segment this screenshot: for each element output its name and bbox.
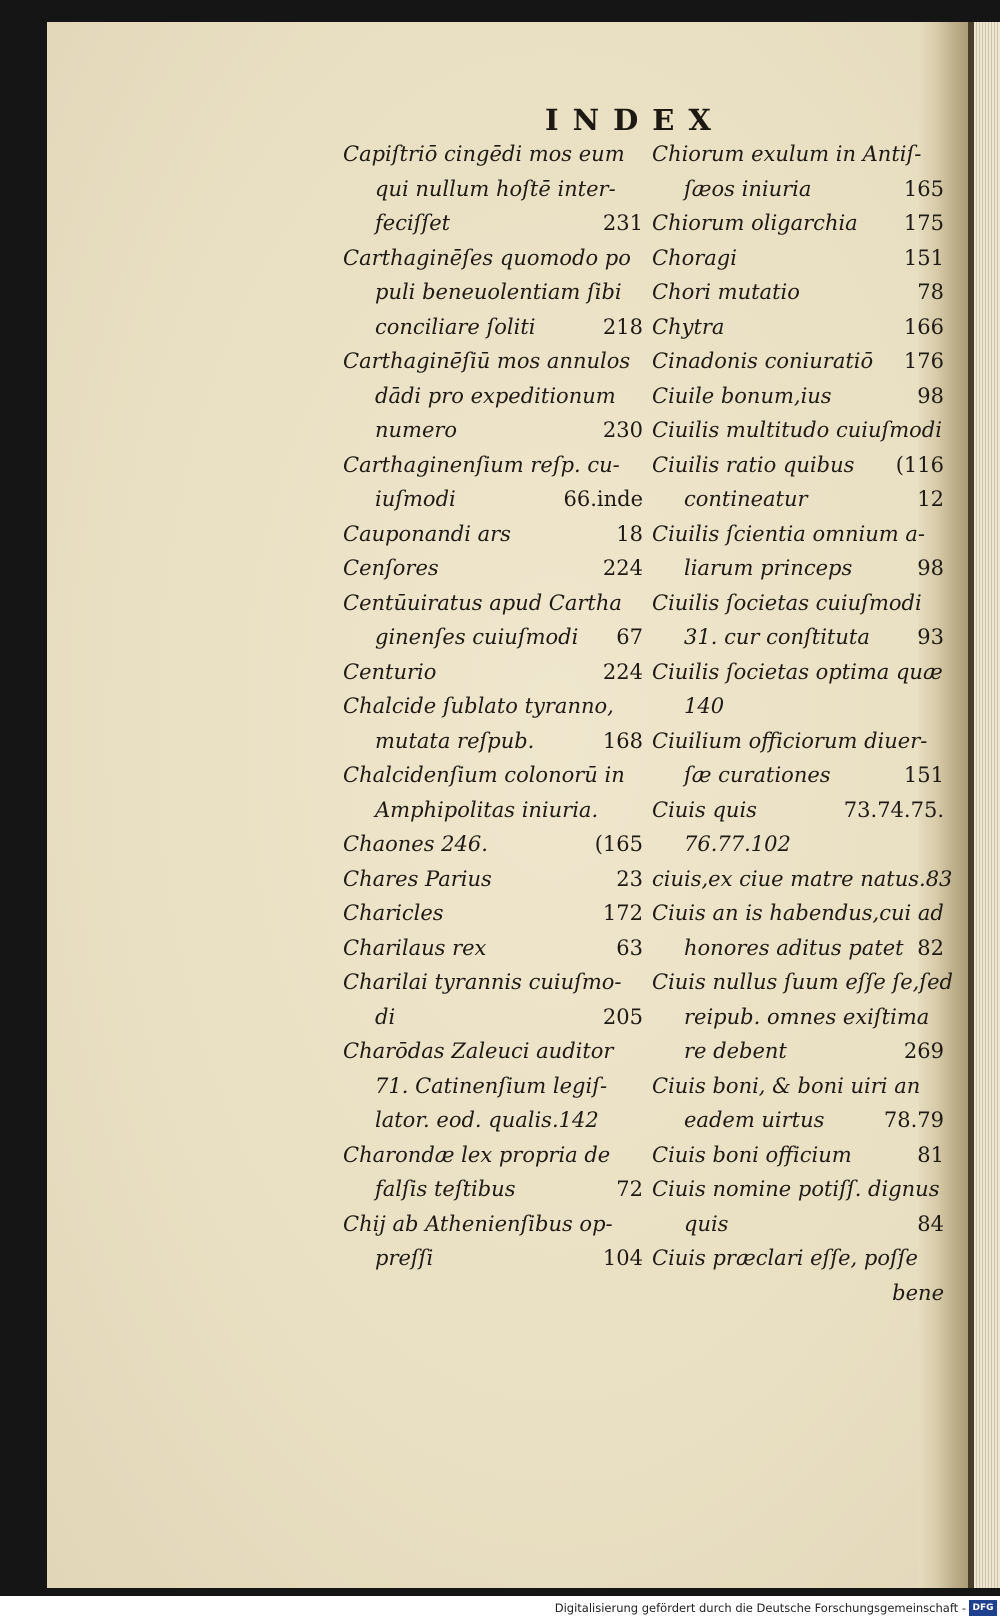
index-entry-text: Ciuilis ratio quibus [652,452,855,477]
index-entry-line [652,586,944,621]
index-entry-text: ciuis,ex ciue matre natus.83 [652,866,953,891]
index-entry-line [343,413,643,448]
index-entry-line [652,310,944,345]
index-entry-text: bene [892,1280,944,1305]
index-entry-line [343,965,643,1000]
index-entry-line [343,1241,643,1276]
index-entry-text: Ciuilis ſocietas optima quæ [652,659,943,684]
index-column-right [652,137,953,1310]
index-entry-line [343,655,643,690]
index-entry-text: ſæos iniuria [684,176,812,201]
index-entry-line [343,1069,643,1104]
index-entry-page-number: 165 [903,176,944,201]
index-entry-page-number: 84 [917,1211,944,1236]
index-entry-text: Chiorum exulum in Antiſ- [652,142,922,166]
index-entry-text: 31. cur conſtituta [684,625,870,649]
index-entry-line [343,275,643,310]
index-entry-page-number: 172 [602,901,643,925]
index-entry-line [343,793,643,828]
index-entry-line [652,275,944,310]
index-entry-line [343,758,643,793]
index-entry-text: liarum princeps [684,556,853,580]
index-entry-page-number: 224 [602,659,643,684]
index-entry-text: Cauponandi ars [343,521,511,546]
index-entry-text: puli beneuolentiam ſibi [375,280,622,304]
index-entry-page-number: 231 [602,211,643,235]
index-entry-line [343,689,643,724]
index-entry-page-number: 93 [917,625,944,649]
index-entry-line [343,1103,643,1138]
index-entry-text: Ciuilium officiorum diuer- [652,728,928,753]
index-entry-line [652,241,944,276]
index-entry-page-number: 82 [917,935,944,960]
index-entry-text: Charilaus rex [343,935,487,960]
footer-credit: Digitalisierung gefördert durch die Deutsche Forschungsgemeinschaft - [554,1601,966,1615]
index-entry-line [652,896,944,931]
index-entry-text: Charilai tyrannis cuiuſmo- [343,970,622,994]
index-entry-text: dādi pro expeditionum [375,383,616,408]
index-entry-text: Charōdas Zaleuci auditor [343,1039,614,1063]
index-entry-line [343,344,643,379]
index-entry-text: Centurio [343,659,437,684]
index-entry-text: Carthaginēſes quomodo po [343,245,631,270]
index-entry-line [652,931,944,966]
index-entry-page-number: 166 [903,314,944,339]
index-entry-line [343,1172,643,1207]
index-entry-line [343,517,643,552]
index-column-left [343,137,643,1276]
index-entry-line [343,620,643,655]
index-entry-text: Carthaginenſium reſp. cu- [343,452,620,477]
index-entry-line [343,1034,643,1069]
index-entry-text: eadem uirtus [684,1108,825,1132]
index-entry-line [343,1000,643,1035]
index-entry-page-number: 224 [602,556,643,580]
index-entry-line [343,137,643,172]
index-entry-line [652,448,944,483]
index-entry-text: Chytra [652,314,725,339]
index-entry-line [652,137,944,172]
index-entry-text: Chori mutatio [652,280,800,304]
index-entry-line [652,1241,944,1276]
index-entry-line [343,1207,643,1242]
index-entry-page-number: (165 [594,832,643,856]
index-entry-page-number: 78.79 [883,1108,944,1132]
index-entry-text: feciſſet [375,211,451,235]
index-entry-text: Chij ab Athenienſibus op- [343,1211,613,1236]
index-entry-page-number: 98 [917,383,944,408]
index-entry-text: Ciuis nomine potiſſ. dignus [652,1177,940,1201]
index-entry-text: Ciuilis ſcientia omnium a- [652,521,925,546]
index-entry-text: honores aditus patet [684,935,904,960]
index-entry-text: Centūuiratus apud Cartha [343,590,622,615]
index-entry-text: Chalcidenſium colonorū in [343,763,625,787]
index-entry-text: qui nullum hoſtē inter- [375,176,616,201]
index-entry-text: reipub. omnes exiſtima [684,1004,930,1029]
index-entry-text: re debent [684,1039,787,1063]
index-entry-line [652,1034,944,1069]
index-entry-line [652,620,944,655]
index-entry-page-number: 98 [917,556,944,580]
index-entry-text: Choragi [652,245,737,270]
page-stack-edges [974,22,1000,1588]
index-entry-line [652,1276,944,1311]
index-entry-line [343,724,643,759]
index-entry-line [652,206,944,241]
index-entry-text: Ciuis præclari eſſe, poſſe [652,1246,918,1270]
index-entry-page-number: 175 [903,211,944,235]
index-entry-text: contineatur [684,487,808,511]
index-entry-page-number: 269 [903,1039,944,1063]
index-entry-page-number: 168 [602,728,643,753]
index-entry-text: Chiorum oligarchia [652,211,858,235]
index-entry-line [652,655,944,690]
index-entry-text: quis [684,1211,729,1236]
index-entry-line [652,862,953,897]
index-entry-text: Ciuis quis [652,797,757,822]
index-entry-text: 71. Catinenſium legiſ- [375,1073,608,1098]
index-entry-page-number: (116 [895,452,944,477]
index-entry-page-number: 218 [602,314,643,339]
index-entry-line [343,172,643,207]
index-entry-page-number: 63 [616,935,643,960]
index-entry-page-number: 176 [903,349,944,373]
index-entry-line [343,827,643,862]
index-entry-page-number: 67 [616,625,643,649]
index-entry-text: Cinadonis coniuratiō [652,349,874,373]
index-entry-line [343,448,643,483]
index-entry-line [343,379,643,414]
index-entry-text: 140 [684,694,725,718]
index-entry-text: Capiſtriō cingēdi mos eum [343,142,625,166]
index-entry-line [652,482,944,517]
index-entry-line [343,551,643,586]
index-entry-page-number: 18 [616,521,643,546]
index-entry-text: Chaones 246. [343,832,488,856]
index-entry-page-number: 78 [917,280,944,304]
index-entry-line [652,689,944,724]
index-entry-text: Chalcide ſublato tyranno, [343,694,614,718]
index-entry-page-number: 230 [602,418,643,442]
index-entry-text: mutata reſpub. [375,728,535,753]
index-entry-line [652,172,944,207]
index-entry-line [652,379,944,414]
index-entry-text: Carthaginēſiū mos annulos [343,349,631,373]
page-heading: INDEX [545,103,725,137]
index-entry-text: preſſi [375,1246,434,1270]
dfg-logo: DFG [969,1600,997,1616]
index-entry-line [652,1103,944,1138]
index-entry-text: conciliare ſoliti [375,314,536,339]
index-entry-line [343,586,643,621]
index-entry-text: Ciuis boni, & boni uiri an [652,1073,921,1098]
index-entry-text: di [375,1004,396,1029]
index-entry-page-number: 72 [616,1177,643,1201]
index-entry-line [652,1207,944,1242]
index-entry-text: Charondæ lex propria de [343,1142,611,1167]
index-entry-page-number: 205 [602,1004,643,1029]
index-entry-text: Ciuilis ſocietas cuiuſmodi [652,590,922,615]
index-entry-line [343,931,643,966]
footer-bar [0,1597,1000,1621]
index-entry-text: 76.77.102 [684,832,791,856]
index-entry-line [652,1172,944,1207]
index-entry-line [652,1000,944,1035]
index-entry-line [652,758,944,793]
index-entry-line [343,482,643,517]
index-entry-text: Ciuilis multitudo cuiuſmodi [652,418,942,442]
index-entry-line [343,206,643,241]
index-entry-text: Charicles [343,901,444,925]
index-entry-line [652,1138,944,1173]
index-entry-line [652,793,944,828]
index-entry-page-number: 73.74.75. [843,797,944,822]
index-entry-text: Amphipolitas iniuria. [375,797,599,822]
index-entry-line [652,965,953,1000]
index-entry-page-number: 23 [616,866,643,891]
index-entry-text: Ciuis boni officium [652,1142,852,1167]
index-entry-text: Cenſores [343,556,439,580]
index-entry-line [343,896,643,931]
index-entry-line [652,827,944,862]
index-entry-line [652,551,944,586]
index-entry-page-number: 81 [917,1142,944,1167]
index-entry-text: Ciuis nullus ſuum eſſe ſe,ſed [652,970,953,994]
index-entry-text: Chares Parius [343,866,492,891]
index-entry-line [652,413,944,448]
index-entry-text: ginenſes cuiuſmodi [375,625,579,649]
index-entry-line [343,862,643,897]
index-entry-text: ſæ curationes [684,763,831,787]
index-entry-line [343,310,643,345]
index-entry-line [343,241,643,276]
index-entry-page-number: 12 [917,487,944,511]
index-entry-line [652,1069,944,1104]
index-entry-line [343,1138,643,1173]
index-entry-line [652,344,944,379]
index-entry-page-number: 104 [602,1246,643,1270]
index-entry-text: falſis teſtibus [375,1177,516,1201]
index-entry-text: iuſmodi [375,487,456,511]
index-entry-text: Ciuile bonum,ius [652,383,832,408]
index-entry-line [652,724,944,759]
index-entry-text: Ciuis an is habendus,cui ad [652,901,944,925]
index-entry-line [652,517,944,552]
index-entry-page-number: 151 [903,763,944,787]
index-entry-page-number: 151 [903,245,944,270]
index-entry-page-number: 66.inde [563,487,643,511]
index-entry-text: lator. eod. qualis.142 [375,1108,599,1132]
index-entry-text: numero [375,418,458,442]
